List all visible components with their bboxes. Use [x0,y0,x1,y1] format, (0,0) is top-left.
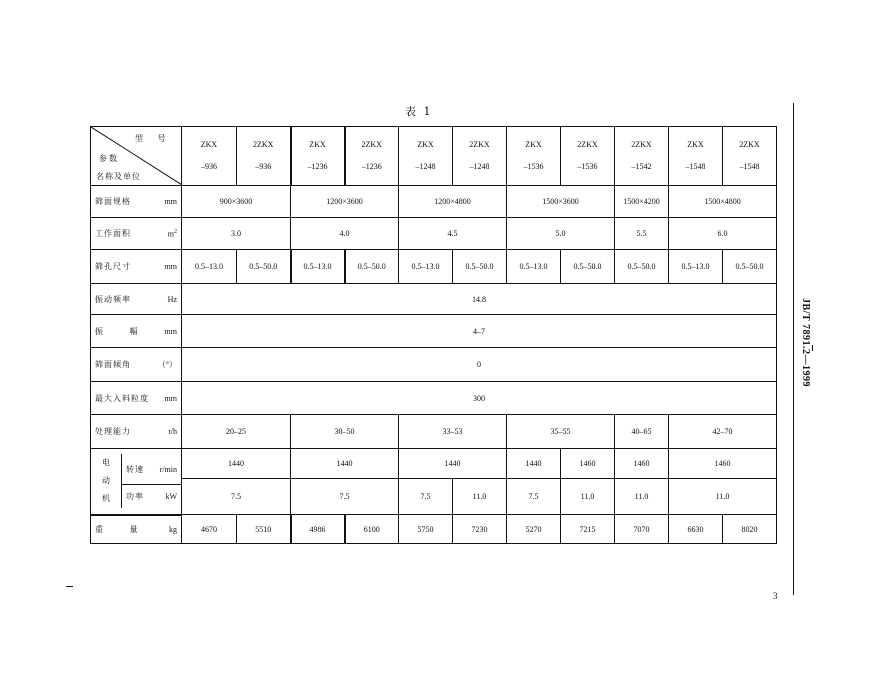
row-label: 工作面积 $m^2$ [91,218,182,250]
table-cell: 7230 [453,515,507,544]
model-header: 2ZKX –1248 [453,127,507,186]
model-header: ZKX –1236 [291,127,345,186]
model-header: ZKX –1548 [669,127,723,186]
table-cell: 900×3600 [182,186,291,218]
table-cell: 11.0 [561,479,615,515]
table-cell: 6.0 [669,218,777,250]
table-cell: 1500×4800 [669,186,777,218]
screen-size-row [91,186,777,218]
table-cell: 5510 [237,515,291,544]
table-cell: 11.0 [453,479,507,515]
row-label: 最大入料粒度 mm [91,382,182,415]
table-cell: 7.5 [182,479,291,515]
table-cell: 8020 [723,515,777,544]
margin-rule [793,103,794,595]
row-label: 振 幅 mm [91,315,182,348]
table-cell: 1440 [507,449,561,479]
table-cell: 1440 [291,449,399,479]
table-cell: 0.5–13.0 [291,250,345,284]
table-cell: 1460 [615,449,669,479]
table-cell: 7070 [615,515,669,544]
table-cell: 30–50 [291,415,399,449]
header-unit-label: 名称及单位 [96,172,141,181]
row-label: 筛孔尺寸 mm [91,250,182,284]
header-diagonal-cell [91,127,182,186]
table-cell: 300 [182,382,777,415]
row-label: 筛面倾角 （°） [91,348,182,382]
weight-row [91,515,777,544]
table-cell: 5.5 [615,218,669,250]
motor-group-label: 电 动 机 [91,454,122,508]
table-cell: 4–7 [182,315,777,348]
header-model-label: 型 号 [135,134,172,143]
table-cell: 0.5–13.0 [399,250,453,284]
header-row [91,127,777,186]
table-cell: 0.5–13.0 [669,250,723,284]
table-cell: 0.5–13.0 [182,250,237,284]
table-cell: 0.5–50.0 [615,250,669,284]
table-cell: 7.5 [399,479,453,515]
row-label: 振动频率 Hz [91,284,182,315]
table-cell: 5270 [507,515,561,544]
row-label: 重 量 kg [91,515,182,544]
table-cell: 1440 [399,449,507,479]
page-number: 3 [773,591,778,601]
max-feed-row [91,382,777,415]
spec-table [90,126,777,544]
standard-number: JB/T 7891.2—1999 [800,298,811,387]
table-cell: 7.5 [291,479,399,515]
table-cell: 33–53 [399,415,507,449]
motor-power-label: 功率 kW [126,492,177,502]
table-cell: 4670 [182,515,237,544]
table-cell: 0.5–13.0 [507,250,561,284]
table-cell: 6630 [669,515,723,544]
header-param-label: 参数 [99,154,119,163]
motor-speed-label: 转速 r/min [122,454,181,485]
motor-power-row [91,479,777,515]
model-header: 2ZKX –1548 [723,127,777,186]
table-cell: 7.5 [507,479,561,515]
table-cell: 42–70 [669,415,777,449]
table-cell: 1460 [669,449,777,479]
table-cell: 4.5 [399,218,507,250]
model-header: 2ZKX –936 [237,127,291,186]
table-cell: 1200×3600 [291,186,399,218]
table-cell: 0.5–50.0 [453,250,507,284]
table-cell: 0.5–50.0 [723,250,777,284]
table-cell: 0.5–50.0 [237,250,291,284]
inclination-row [91,348,777,382]
table-cell: 20–25 [182,415,291,449]
table-cell: 7215 [561,515,615,544]
motor-speed-row [91,449,777,479]
table-cell: 4.0 [291,218,399,250]
table-cell: 3.0 [182,218,291,250]
table-cell: 1200×4800 [399,186,507,218]
motor-label-cell [91,449,182,515]
table-cell: 5750 [399,515,453,544]
table-cell: 14.8 [182,284,777,315]
table-cell: 0 [182,348,777,382]
table-caption: 表 1 [405,105,433,118]
amplitude-row [91,315,777,348]
area-row [91,218,777,250]
corner-mark [66,586,73,587]
table-cell: 35–55 [507,415,615,449]
table-cell: 1500×3600 [507,186,615,218]
table-cell: 6100 [345,515,399,544]
row-label: 筛面规格 mm [91,186,182,218]
table-cell: 5.0 [507,218,615,250]
aperture-row [91,250,777,284]
side-mark [812,345,813,351]
model-header: ZKX –1248 [399,127,453,186]
table-cell: 0.5–50.0 [345,250,399,284]
model-header: ZKX –1536 [507,127,561,186]
table-cell: 40–65 [615,415,669,449]
table-cell: 11.0 [669,479,777,515]
table-cell: 0.5–50.0 [561,250,615,284]
table-cell: 1440 [182,449,291,479]
model-header: 2ZKX –1536 [561,127,615,186]
table-cell: 4986 [291,515,345,544]
row-label: 处理能力 t/h [91,415,182,449]
model-header: ZKX –936 [182,127,237,186]
frequency-row [91,284,777,315]
model-header: 2ZKX –1542 [615,127,669,186]
table-cell: 1500×4200 [615,186,669,218]
table-cell: 1460 [561,449,615,479]
capacity-row [91,415,777,449]
table-cell: 11.0 [615,479,669,515]
model-header: 2ZKX –1236 [345,127,399,186]
